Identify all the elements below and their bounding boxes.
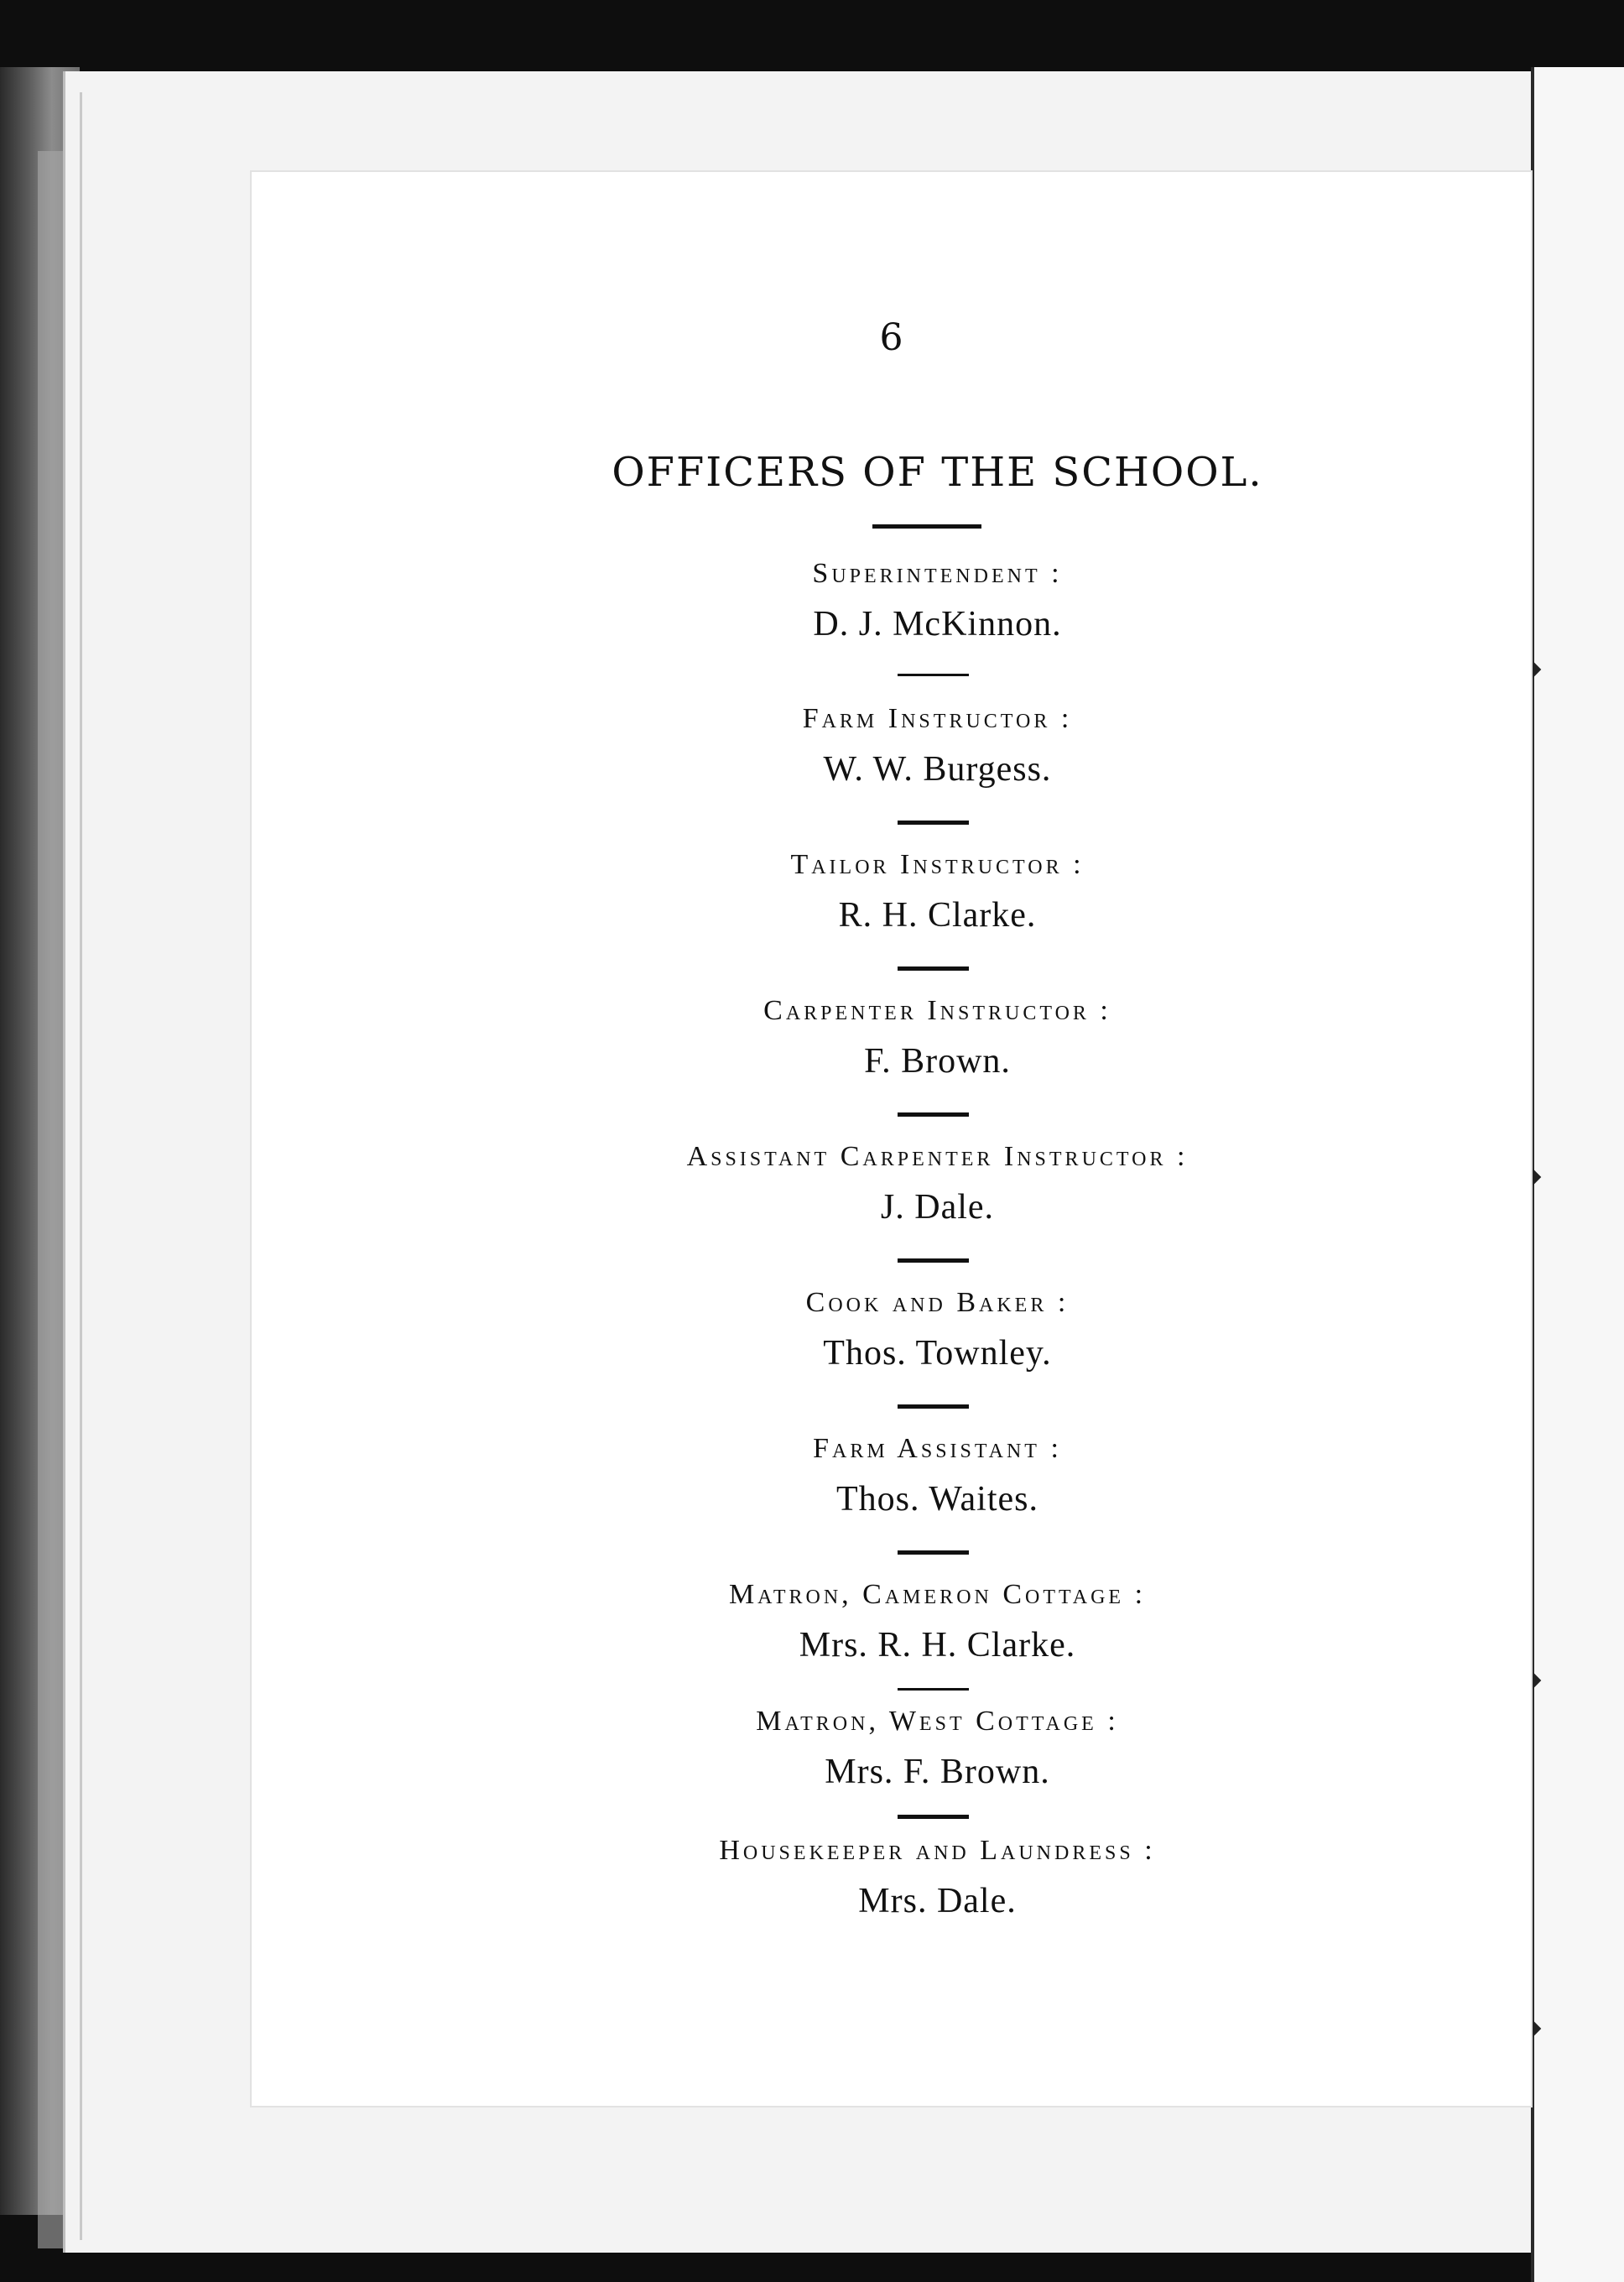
office-holder: D. J. McKinnon. [813, 605, 1062, 643]
office-title: Tailor Instructor : [790, 849, 1085, 880]
section-rule [898, 1688, 969, 1691]
office-title: Farm Assistant : [813, 1433, 1062, 1464]
office-title: Assistant Carpenter Instructor : [686, 1141, 1189, 1172]
office-title: Matron, West Cottage : [756, 1706, 1119, 1737]
section-rule [898, 966, 969, 971]
office-holder: F. Brown. [864, 1042, 1011, 1081]
office-title: Carpenter Instructor : [763, 995, 1111, 1026]
section-rule [898, 674, 969, 676]
office-holder: R. H. Clarke. [838, 896, 1037, 935]
office-title: Housekeeper and Laundress : [719, 1835, 1156, 1866]
office-title: Matron, Cameron Cottage : [728, 1579, 1147, 1610]
office-title: Superintendent : [812, 558, 1063, 589]
office-title: Farm Instructor : [802, 703, 1073, 734]
page-title: OFFICERS OF THE SCHOOL. [612, 449, 1263, 496]
office-holder: Thos. Waites. [836, 1480, 1038, 1519]
section-rule [898, 1112, 969, 1117]
leaf-content [252, 172, 1531, 2106]
section-rule [898, 1550, 969, 1555]
office-title: Cook and Baker : [805, 1287, 1070, 1318]
section-rule [898, 1815, 969, 1819]
board-border-line [80, 92, 82, 2240]
office-holder: Thos. Townley. [823, 1334, 1052, 1373]
page-number: 6 [879, 316, 903, 359]
office-holder: W. W. Burgess. [823, 750, 1052, 789]
office-holder: Mrs. F. Brown. [825, 1753, 1050, 1791]
section-rule [898, 1258, 969, 1263]
section-rule [898, 1404, 969, 1409]
office-holder: J. Dale. [880, 1188, 995, 1227]
facing-page [1531, 67, 1624, 2282]
title-rule [872, 524, 981, 529]
office-holder: Mrs. R. H. Clarke. [799, 1626, 1076, 1665]
section-rule [898, 821, 969, 825]
office-holder: Mrs. Dale. [858, 1882, 1017, 1920]
printed-leaf [252, 172, 1531, 2106]
